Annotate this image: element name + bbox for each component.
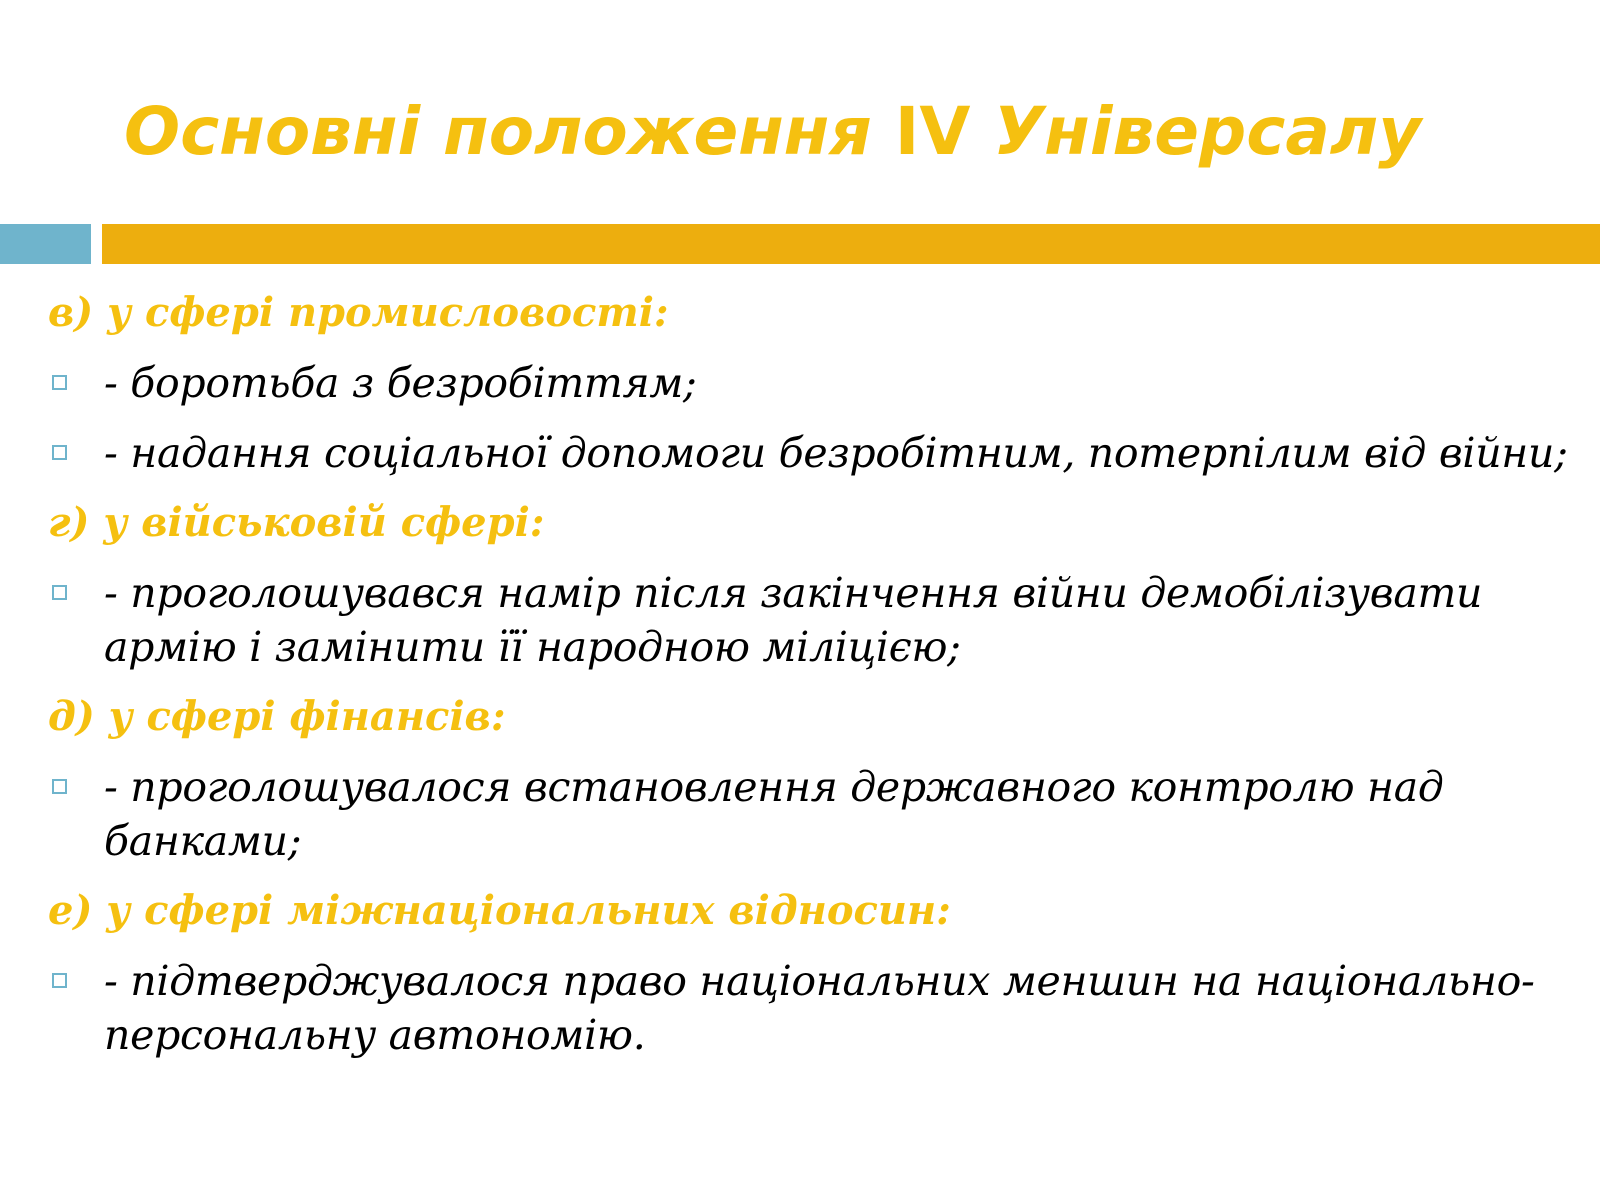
slide-title xyxy=(124,82,1421,182)
section-industry xyxy=(48,286,1568,480)
section-heading: г) у військовій сфері: xyxy=(48,499,545,546)
list-item xyxy=(48,426,1568,480)
square-bullet-icon xyxy=(52,973,67,988)
list-item xyxy=(48,954,1568,1062)
list-item-text: - боротьба з безробіттям; xyxy=(104,359,697,407)
list-item-text: - надання соціальної допомоги безробітним, потерпілим від війни; xyxy=(104,429,1568,477)
list-item xyxy=(48,760,1568,868)
square-bullet-icon xyxy=(52,585,67,600)
section-heading: е) у сфері міжнаціональних відносин: xyxy=(48,887,951,934)
accent-bar-blue xyxy=(0,224,91,264)
square-bullet-icon xyxy=(52,375,67,390)
accent-bar-gold xyxy=(102,224,1600,264)
section-military xyxy=(48,496,1568,674)
section-heading: д) у сфері фінансів: xyxy=(48,693,506,740)
list-item xyxy=(48,566,1568,674)
section-interethnic xyxy=(48,884,1568,1062)
title-text-main: Основні положення xyxy=(124,93,895,170)
slide-content xyxy=(48,286,1568,1078)
list-item-text: - проголошувався намір після закінчення війни демобілізувати армію і замінити її народною міліцією; xyxy=(104,569,1483,671)
square-bullet-icon xyxy=(52,445,67,460)
section-heading: в) у сфері промисловості: xyxy=(48,289,669,336)
list-item-text: - підтверджувалося право національних меншин на національно-персональну автономію. xyxy=(104,957,1535,1059)
section-finance xyxy=(48,690,1568,868)
title-text-roman-numeral: IV xyxy=(894,93,971,170)
list-item xyxy=(48,356,1568,410)
list-item-text: - проголошувалося встановлення державного контролю над банками; xyxy=(104,763,1444,865)
square-bullet-icon xyxy=(52,779,67,794)
title-text-end: Універсалу xyxy=(970,93,1422,170)
